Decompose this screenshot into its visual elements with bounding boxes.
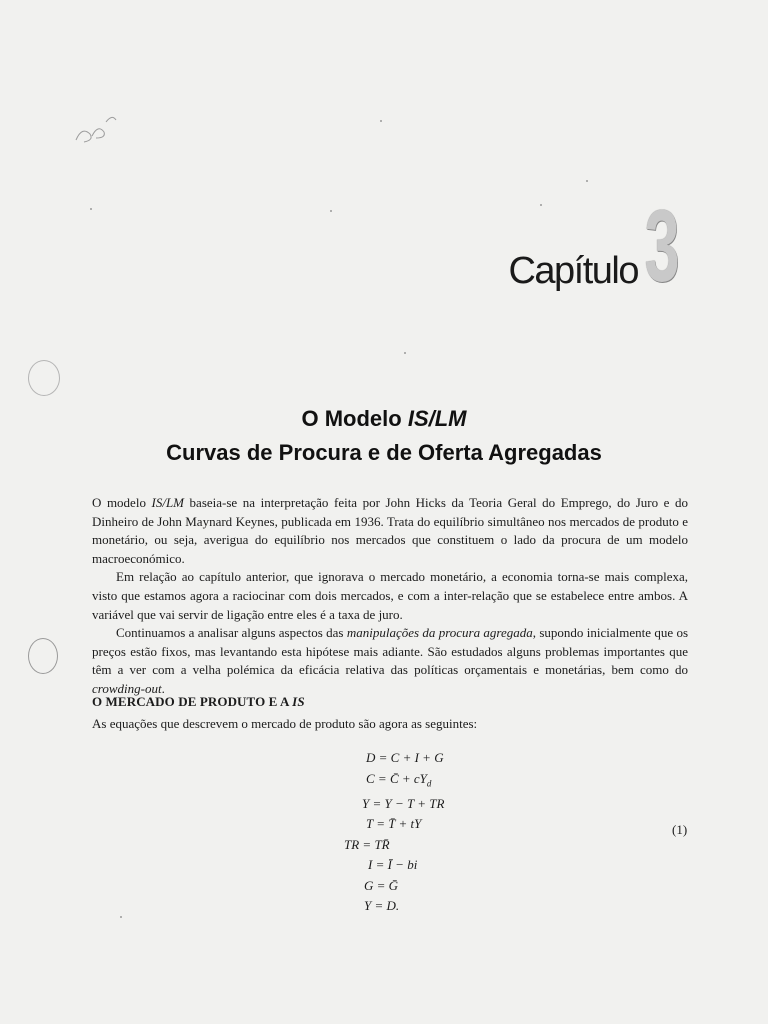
equations-intro: As equações que descrevem o mercado de produto são agora as seguintes: (92, 716, 478, 731)
scan-speck (120, 916, 122, 918)
chapter-title (0, 402, 768, 470)
chapter-number: 3 (644, 189, 680, 303)
equation-equilibrium: Y = D. (364, 898, 400, 914)
equation-disposable-income: Y = Y − T + TR (362, 795, 445, 811)
equation-subscript: d (426, 778, 432, 789)
equation-government: G = Ḡ (364, 877, 399, 893)
section-heading (92, 694, 305, 710)
equation-demand: D = C + I + G (366, 750, 444, 765)
paragraph-1-text-cont: baseia-se na interpretação feita por John Hicks da Teoria Geral do Emprego, do Juro e do Dinheiro de John Maynard Keynes, publicada em 1936. Trata do equilíbrio simultâneo nos mercados de produto e monetário, ou seja, averigua do equilíbrio nos mercados que constituem o lado da procura de um modelo macroeconómico. (92, 495, 688, 566)
scan-speck (404, 352, 406, 354)
title-line-2: Curvas de Procura e de Oferta Agregadas (166, 440, 602, 465)
punch-hole-mark (28, 638, 58, 674)
title-prefix: O Modelo (301, 406, 408, 431)
paragraph-3-emphasis-2: crowding-out (92, 680, 162, 696)
paragraph-1-model: IS/LM (151, 495, 184, 510)
paragraph-3-end: . (161, 680, 165, 696)
equation-investment: I = Ī − bi (368, 857, 418, 873)
scan-speck (586, 180, 588, 182)
equation-number: (1) (672, 822, 688, 837)
equation-consumption-text: C = C̄ + cY (366, 770, 427, 786)
section-heading-text: O MERCADO DE PRODUTO E A (92, 694, 293, 709)
intro-text (92, 494, 688, 699)
punch-hole-mark (28, 360, 60, 396)
equation-system (344, 748, 484, 917)
paragraph-1-text: O modelo (92, 495, 152, 510)
scan-speck (90, 208, 92, 210)
paragraph-1 (92, 494, 688, 568)
equation-transfers: TR = TR̄ (344, 836, 390, 852)
scan-speck (380, 120, 382, 122)
paragraph-3-text-cont: , supondo inicialmente que os preços estão fixos, mas levantando esta hipótese mais adiante. São estudados alguns problemas importantes que têm a ver com a velha polémica da eficácia relativa das políticas orçamentais e monetárias, bem como do (92, 625, 689, 678)
equation-consumption (344, 769, 484, 794)
scan-speck (330, 210, 332, 212)
chapter-heading (500, 190, 690, 310)
section-heading-emphasis: IS (292, 694, 305, 709)
handwritten-scribble (70, 110, 130, 150)
paragraph-3-emphasis: manipulações da procura agregada (346, 625, 533, 641)
title-model-name: IS/LM (407, 406, 467, 431)
paragraph-2: Em relação ao capítulo anterior, que ignorava o mercado monetário, a economia torna-se mais complexa, visto que estamos agora a raciocinar com dois mercados, e com a inter-relação que se estabelece entre ambos. A variável que vai servir de ligação entre eles é a taxa de juro. (92, 569, 688, 622)
equation-taxes: T = T̄ + tY (366, 816, 422, 832)
title-line-1 (0, 402, 768, 436)
paragraph-3-text: Continuamos a analisar alguns aspectos das (116, 625, 347, 641)
paragraph-3 (92, 624, 688, 698)
chapter-label: Capítulo (508, 250, 638, 292)
